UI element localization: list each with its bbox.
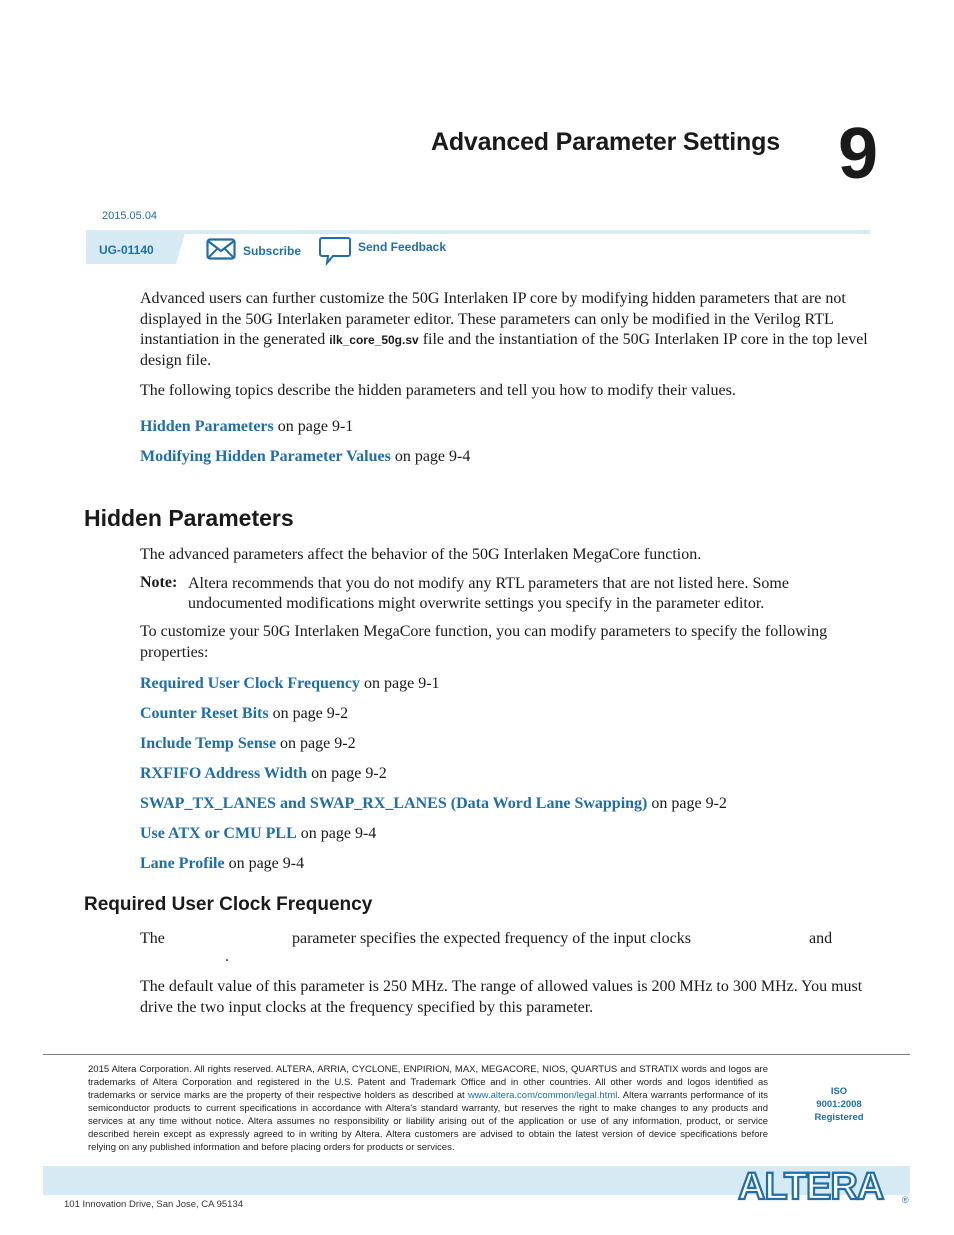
send-feedback-link[interactable]: Send Feedback (358, 240, 447, 254)
link-lane-profile[interactable]: Lane Profile (140, 855, 225, 872)
ruc-text-the: The (140, 930, 165, 947)
section-heading-hidden-parameters: Hidden Parameters (84, 505, 294, 531)
link-rxfifo-address-width[interactable]: RXFIFO Address Width (140, 765, 308, 782)
chapter-number: 9 (838, 114, 879, 194)
intro-text-after: file and the instantiation of the 50G Interlaken IP core in the top level design file. (140, 331, 868, 369)
company-address: 101 Innovation Drive, San Jose, CA 95134 (64, 1199, 244, 1210)
iso-label: ISO (830, 1086, 848, 1097)
page-ref: on page 9-4 (224, 855, 305, 872)
subsection-heading-required-user-clock-frequency: Required User Clock Frequency (84, 894, 373, 915)
legal-text-after: . Altera warrants performance of its semiconductor products to current specifications in accordance with Altera's standard warranty, but reserves the right to make changes to any products and services at any time without notice. Altera assumes no responsibility or liability arising out of the application or use of any information, product, or service described herein except as expressly agreed to in writing by Altera. Altera customers are advised to obtain the latest version of device specifications before relying on any published information and before placing orders for products or services. (88, 1090, 768, 1153)
link-hidden-parameters[interactable]: Hidden Parameters (140, 418, 274, 435)
intro-text-before: Advanced users can further customize the 50G Interlaken IP core by modifying hidden parameters that are not displayed in the 50G Interlaken parameter editor. These parameters can only be modified in the Verilog RTL instantiation in the generated (140, 290, 846, 348)
ruc-default-value-text: The default value of this parameter is 250 MHz. The range of allowed values is 200 MHz to 300 MHz. You must drive the two input clocks at the frequency specified by this parameter. (140, 978, 863, 1016)
page-ref: on page 9-2 (647, 795, 727, 812)
page-ref: on page 9-2 (307, 765, 387, 782)
iso-registration[interactable] (806, 1085, 872, 1124)
envelope-icon[interactable] (206, 238, 236, 260)
page-ref: on page 9-4 (296, 825, 377, 842)
property-link-line (140, 855, 304, 873)
subscribe-link[interactable]: Subscribe (243, 244, 302, 258)
customize-text: To customize your 50G Interlaken MegaCore function, you can modify parameters to specify the following properties: (140, 623, 828, 661)
note-label: Note: (140, 574, 178, 591)
link-include-temp-sense[interactable]: Include Temp Sense (140, 735, 277, 752)
link-modifying-hidden-parameter-values[interactable]: Modifying Hidden Parameter Values (140, 448, 391, 465)
link-swap-lanes[interactable]: SWAP_TX_LANES and SWAP_RX_LANES (Data Word Lane Swapping) (140, 795, 648, 812)
hidden-intro-text: The advanced parameters affect the behavior of the 50G Interlaken MegaCore function. (140, 546, 702, 563)
property-link-line (140, 825, 376, 843)
filename-code: ilk_core_50g.sv (329, 333, 419, 347)
property-link-line (140, 765, 387, 783)
intro-topics-text: The following topics describe the hidden parameters and tell you how to modify their values. (140, 382, 736, 399)
ruc-text-and: and (809, 930, 833, 947)
registered-mark: ® (902, 1195, 909, 1205)
property-link-line (140, 795, 727, 813)
iso-standard: 9001:2008 (816, 1099, 862, 1110)
link-required-user-clock-frequency[interactable]: Required User Clock Frequency (140, 675, 360, 692)
document-id: UG-01140 (99, 243, 154, 257)
intro-paragraph (140, 289, 868, 371)
link-use-atx-or-cmu-pll[interactable]: Use ATX or CMU PLL (140, 825, 297, 842)
page-ref: on page 9-1 (360, 675, 440, 692)
property-link-line (140, 675, 440, 693)
legal-url-link[interactable]: www.altera.com/common/legal.html (467, 1090, 618, 1101)
altera-logo (736, 1163, 912, 1205)
page-ref: on page 9-4 (390, 448, 471, 465)
related-link-line (140, 418, 353, 436)
document-bar-band (86, 230, 870, 234)
property-link-line (140, 705, 348, 723)
page-ref: on page 9-2 (268, 705, 349, 722)
note-text: Altera recommends that you do not modify any RTL parameters that are not listed here. Some undocumented modifications might overwrite settings you specify in the parameter editor. (188, 575, 789, 612)
logo-wordmark: ALTERA (738, 1166, 884, 1205)
legal-text-before: 2015 Altera Corporation. All rights reserved. ALTERA, ARRIA, CYCLONE, ENPIRION, MAX, MEGACORE, NIOS, QUARTUS and STRATIX words and logos are trademarks of Altera Corporation and registered in the U.S. Patent and Trademark Office and in other countries. All other words and logos identified as trademarks or service marks are the property of their respective holders as described at (88, 1064, 768, 1101)
ruc-text-mid: parameter specifies the expected frequency of the input clocks (292, 930, 691, 947)
link-counter-reset-bits[interactable]: Counter Reset Bits (140, 705, 269, 722)
speech-bubble-icon[interactable] (319, 236, 351, 266)
ruc-text-end: . (225, 948, 229, 965)
page-ref: on page 9-1 (273, 418, 354, 435)
footer-divider (43, 1054, 910, 1055)
chapter-title: Advanced Parameter Settings (431, 128, 780, 156)
document-bar (86, 230, 870, 264)
document-date: 2015.05.04 (102, 210, 158, 222)
related-link-line (140, 448, 470, 466)
legal-notice (88, 1063, 768, 1154)
page-ref: on page 9-2 (276, 735, 356, 752)
iso-registered: Registered (814, 1112, 864, 1123)
property-link-line (140, 735, 356, 753)
